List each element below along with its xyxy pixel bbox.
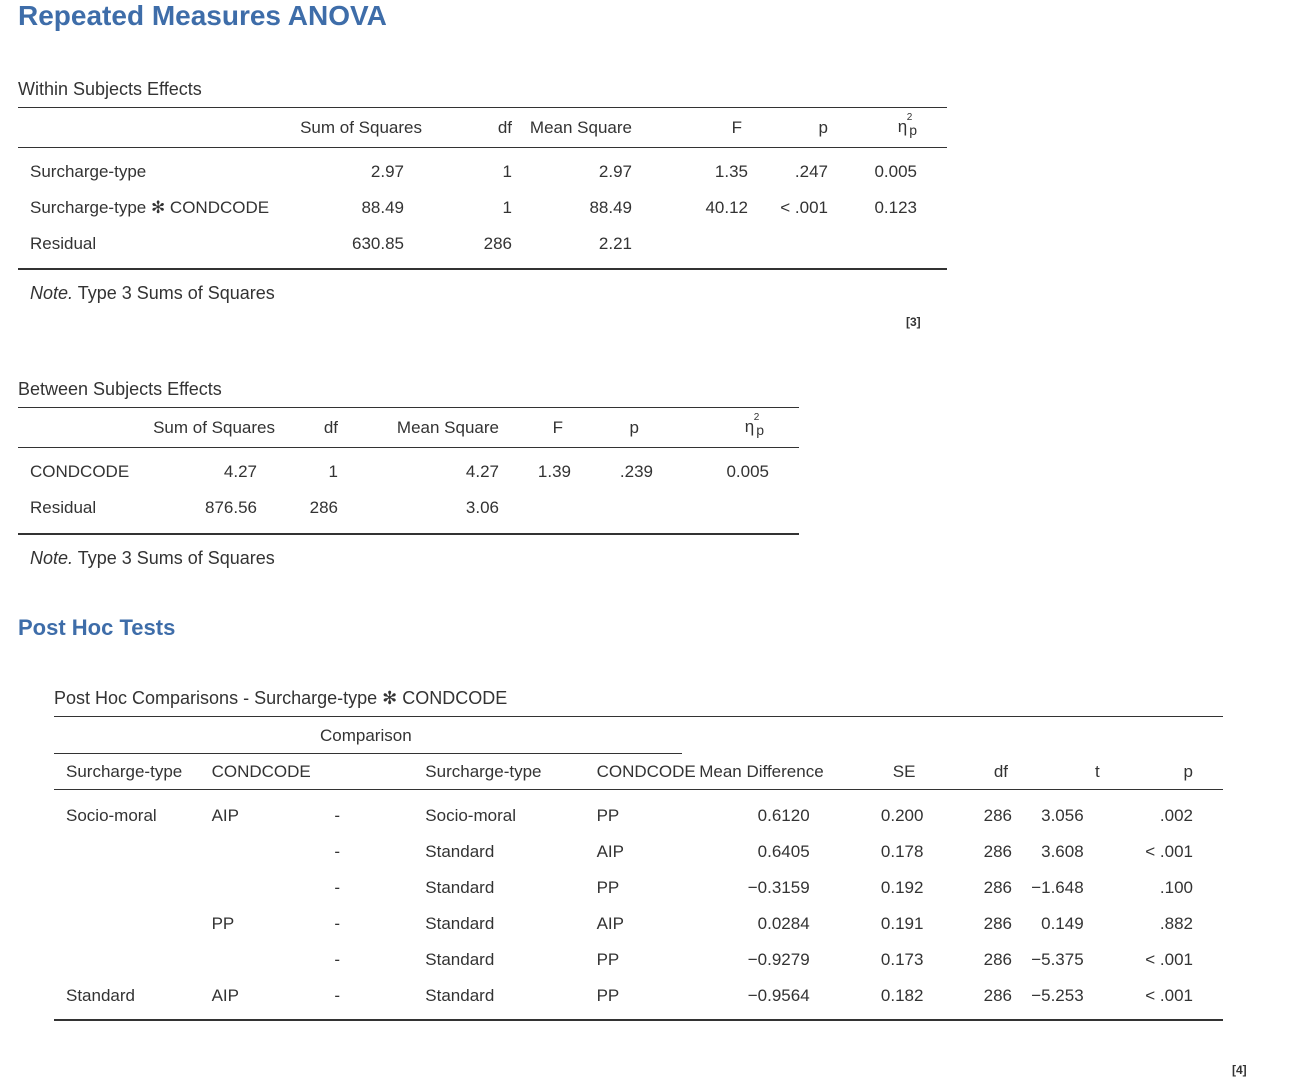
posthoc-col-st1: Surcharge-type bbox=[66, 762, 183, 781]
posthoc-t: −1.648 bbox=[1031, 878, 1084, 897]
between-note: Note. Type 3 Sums of Squares bbox=[30, 548, 275, 568]
posthoc-p: .002 bbox=[1159, 806, 1193, 825]
within-col-ss: Sum of Squares bbox=[300, 117, 422, 137]
between-col-df: df bbox=[323, 417, 338, 437]
posthoc-top-rule bbox=[54, 716, 1223, 717]
posthoc-c2: PP bbox=[596, 878, 620, 897]
posthoc-st2: Standard bbox=[425, 986, 495, 1005]
posthoc-se: 0.173 bbox=[880, 950, 924, 969]
posthoc-st1 bbox=[54, 834, 200, 870]
posthoc-p: .100 bbox=[1159, 878, 1193, 897]
within-col-eta: η 2 $_p$ bbox=[897, 112, 917, 138]
table-row bbox=[54, 978, 1223, 1014]
between-header-row bbox=[18, 408, 799, 447]
posthoc-c1 bbox=[200, 834, 322, 870]
posthoc-dash: - bbox=[334, 950, 340, 969]
posthoc-st1 bbox=[54, 906, 200, 942]
posthoc-p: < .001 bbox=[1145, 842, 1193, 861]
between-table-title: Between Subjects Effects bbox=[18, 379, 222, 399]
posthoc-t: 3.608 bbox=[1041, 842, 1084, 861]
between-subjects-table bbox=[18, 408, 799, 526]
within-ss: 630.85 bbox=[352, 234, 404, 253]
posthoc-df: 286 bbox=[983, 806, 1012, 825]
between-eta: 0.005 bbox=[726, 462, 769, 481]
within-p: < .001 bbox=[780, 198, 828, 217]
posthoc-st1: Standard bbox=[66, 986, 135, 1005]
posthoc-st2: Standard bbox=[425, 950, 495, 969]
within-bottom-rule bbox=[18, 268, 947, 270]
posthoc-st2: Standard bbox=[425, 914, 495, 933]
posthoc-col-t: t bbox=[1094, 762, 1100, 781]
posthoc-st1: Socio-moral bbox=[66, 806, 157, 825]
between-row-label: Residual bbox=[30, 498, 97, 517]
posthoc-ref-marker: [4] bbox=[1232, 1063, 1247, 1077]
posthoc-col-c1: CONDCODE bbox=[211, 762, 311, 781]
between-col-p: p bbox=[629, 417, 639, 437]
posthoc-md: 0.6120 bbox=[757, 806, 810, 825]
posthoc-col-c2: CONDCODE bbox=[596, 762, 696, 781]
posthoc-col-df: df bbox=[993, 762, 1008, 781]
between-col-eta: η 2 $_p$ bbox=[744, 412, 764, 438]
posthoc-df: 286 bbox=[983, 950, 1012, 969]
posthoc-se: 0.191 bbox=[880, 914, 924, 933]
within-table-title: Within Subjects Effects bbox=[18, 79, 202, 99]
within-ms: 88.49 bbox=[589, 198, 632, 217]
within-eta: 0.005 bbox=[874, 162, 917, 181]
posthoc-se: 0.178 bbox=[880, 842, 924, 861]
between-p: .239 bbox=[619, 462, 653, 481]
table-row bbox=[54, 906, 1223, 942]
posthoc-st2: Socio-moral bbox=[425, 806, 516, 825]
within-p bbox=[762, 226, 858, 262]
posthoc-p: < .001 bbox=[1145, 986, 1193, 1005]
within-row-label: Surcharge-type bbox=[30, 162, 147, 181]
posthoc-t: −5.253 bbox=[1031, 986, 1084, 1005]
posthoc-md: −0.9564 bbox=[747, 986, 810, 1005]
within-col-f: F bbox=[731, 117, 742, 137]
posthoc-c1: PP bbox=[211, 914, 235, 933]
table-row bbox=[54, 834, 1223, 870]
between-ss: 4.27 bbox=[223, 462, 257, 481]
within-row-label: Residual bbox=[30, 234, 97, 253]
between-col-ms: Mean Square bbox=[396, 417, 499, 437]
within-eta: 0.123 bbox=[874, 198, 917, 217]
within-ss: 2.97 bbox=[370, 162, 404, 181]
posthoc-comparisons-table bbox=[54, 754, 1223, 1014]
within-ms: 2.21 bbox=[598, 234, 632, 253]
posthoc-dash: - bbox=[334, 986, 340, 1005]
posthoc-c2: AIP bbox=[596, 842, 624, 861]
posthoc-c2: AIP bbox=[596, 914, 624, 933]
posthoc-c2: PP bbox=[596, 950, 620, 969]
posthoc-heading: Post Hoc Tests bbox=[18, 615, 176, 640]
within-df: 286 bbox=[483, 234, 512, 253]
between-df: 1 bbox=[328, 462, 338, 481]
between-p bbox=[581, 490, 679, 526]
posthoc-t: 3.056 bbox=[1041, 806, 1084, 825]
posthoc-bottom-rule bbox=[54, 1019, 1223, 1021]
posthoc-md: −0.9279 bbox=[747, 950, 810, 969]
within-ref-marker: [3] bbox=[906, 315, 921, 329]
within-subjects-table bbox=[18, 108, 947, 262]
posthoc-st1 bbox=[54, 942, 200, 978]
posthoc-table-title: Post Hoc Comparisons - Surcharge-type ✻ CONDCODE bbox=[54, 688, 508, 708]
within-df: 1 bbox=[502, 162, 512, 181]
between-eta bbox=[679, 490, 799, 526]
posthoc-df: 286 bbox=[983, 914, 1012, 933]
posthoc-t: −5.375 bbox=[1031, 950, 1084, 969]
within-col-ms: Mean Square bbox=[529, 117, 632, 137]
between-df: 286 bbox=[309, 498, 338, 517]
posthoc-col-se: SE bbox=[892, 762, 916, 781]
within-ss: 88.49 bbox=[361, 198, 404, 217]
table-row bbox=[18, 154, 947, 190]
between-col-ss: Sum of Squares bbox=[153, 417, 275, 437]
within-header-row bbox=[18, 108, 947, 147]
table-row bbox=[54, 942, 1223, 978]
table-row bbox=[18, 454, 799, 490]
posthoc-header-row bbox=[54, 754, 1223, 790]
posthoc-comparison-label: Comparison bbox=[320, 726, 412, 745]
within-f bbox=[650, 226, 762, 262]
between-ms: 4.27 bbox=[465, 462, 499, 481]
posthoc-col-md: Mean Difference bbox=[699, 762, 824, 781]
posthoc-md: 0.6405 bbox=[757, 842, 810, 861]
within-row-label: Surcharge-type ✻ CONDCODE bbox=[30, 198, 270, 217]
posthoc-c1: AIP bbox=[211, 986, 239, 1005]
within-f: 1.35 bbox=[714, 162, 748, 181]
posthoc-se: 0.192 bbox=[880, 878, 924, 897]
posthoc-md: −0.3159 bbox=[747, 878, 810, 897]
posthoc-dash: - bbox=[334, 914, 340, 933]
posthoc-t: 0.149 bbox=[1041, 914, 1084, 933]
posthoc-c2: PP bbox=[596, 986, 620, 1005]
posthoc-p: .882 bbox=[1159, 914, 1193, 933]
posthoc-col-p: p bbox=[1183, 762, 1193, 781]
anova-heading: Repeated Measures ANOVA bbox=[18, 0, 387, 31]
posthoc-c1 bbox=[200, 942, 322, 978]
between-f: 1.39 bbox=[537, 462, 571, 481]
posthoc-c2: PP bbox=[596, 806, 620, 825]
posthoc-col-st2: Surcharge-type bbox=[425, 762, 542, 781]
posthoc-se: 0.200 bbox=[880, 806, 924, 825]
between-ms: 3.06 bbox=[465, 498, 499, 517]
within-p: .247 bbox=[794, 162, 828, 181]
posthoc-dash: - bbox=[334, 842, 340, 861]
posthoc-c1: AIP bbox=[211, 806, 239, 825]
within-eta bbox=[858, 226, 947, 262]
within-col-df: df bbox=[497, 117, 512, 137]
between-f bbox=[499, 490, 581, 526]
table-row bbox=[18, 490, 799, 526]
table-row bbox=[18, 190, 947, 226]
posthoc-df: 286 bbox=[983, 986, 1012, 1005]
between-col-f: F bbox=[552, 417, 563, 437]
posthoc-st2: Standard bbox=[425, 878, 495, 897]
table-row bbox=[18, 226, 947, 262]
posthoc-c1 bbox=[200, 870, 322, 906]
posthoc-df: 286 bbox=[983, 878, 1012, 897]
posthoc-df: 286 bbox=[983, 842, 1012, 861]
within-note: Note. Type 3 Sums of Squares bbox=[30, 283, 275, 303]
posthoc-p: < .001 bbox=[1145, 950, 1193, 969]
table-row bbox=[54, 870, 1223, 906]
posthoc-dash: - bbox=[334, 878, 340, 897]
table-row bbox=[54, 798, 1223, 834]
posthoc-md: 0.0284 bbox=[757, 914, 810, 933]
between-ss: 876.56 bbox=[205, 498, 257, 517]
between-row-label: CONDCODE bbox=[30, 462, 130, 481]
within-f: 40.12 bbox=[705, 198, 748, 217]
posthoc-st2: Standard bbox=[425, 842, 495, 861]
posthoc-st1 bbox=[54, 870, 200, 906]
between-bottom-rule bbox=[18, 533, 799, 535]
within-ms: 2.97 bbox=[598, 162, 632, 181]
within-col-p: p bbox=[818, 117, 828, 137]
within-df: 1 bbox=[502, 198, 512, 217]
posthoc-dash: - bbox=[334, 806, 340, 825]
posthoc-se: 0.182 bbox=[880, 986, 924, 1005]
